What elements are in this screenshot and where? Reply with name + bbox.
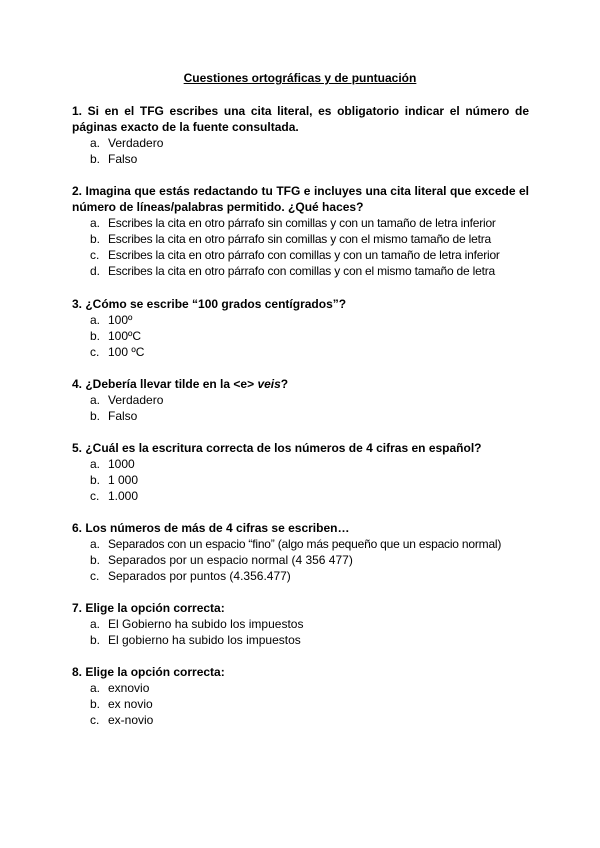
question-6 — [72, 520, 529, 584]
option-letter: a. — [90, 537, 101, 551]
option-letter: b. — [90, 152, 101, 166]
option-letter: c. — [90, 569, 100, 583]
option-item[interactable] — [72, 344, 529, 360]
option-letter: b. — [90, 409, 101, 423]
option-item[interactable] — [72, 151, 529, 167]
option-item[interactable] — [72, 712, 529, 728]
option-text: Escribes la cita en otro párrafo con comillas y con un tamaño de letra inferior — [108, 248, 500, 262]
option-letter: d. — [90, 264, 101, 278]
question-text-end: ? — [280, 377, 289, 391]
option-item[interactable] — [72, 263, 529, 279]
option-item[interactable] — [72, 135, 529, 151]
question-1 — [72, 103, 529, 167]
option-text: Verdadero — [108, 393, 164, 407]
option-text: Falso — [108, 152, 138, 166]
option-text: 1000 — [108, 457, 135, 471]
option-item[interactable] — [72, 696, 529, 712]
option-letter: a. — [90, 313, 101, 327]
question-text: 1. Si en el TFG escribes una cita literal, es obligatorio indicar el número de páginas exacto de la fuente consultada. — [72, 104, 529, 134]
option-item[interactable] — [72, 536, 529, 552]
question-2 — [72, 183, 529, 279]
question-text: 8. Elige la opción correcta: — [72, 665, 225, 679]
option-text: ex-novio — [108, 713, 154, 727]
option-text: 1 000 — [108, 473, 139, 487]
option-item[interactable] — [72, 488, 529, 504]
option-item[interactable] — [72, 632, 529, 648]
option-text: exnovio — [108, 681, 150, 695]
option-text: Escribes la cita en otro párrafo sin comillas y con un tamaño de letra inferior — [108, 216, 496, 230]
option-letter: a. — [90, 681, 101, 695]
option-item[interactable] — [72, 231, 529, 247]
option-text: 1.000 — [108, 489, 139, 503]
question-5 — [72, 440, 529, 504]
option-letter: c. — [90, 713, 100, 727]
option-item[interactable] — [72, 247, 529, 263]
document-title: Cuestiones ortográficas y de puntuación — [183, 71, 417, 85]
options-list — [72, 215, 529, 279]
question-text: 3. ¿Cómo se escribe “100 grados centígrados”? — [72, 297, 347, 311]
option-text: 100º — [108, 313, 133, 327]
option-item[interactable] — [72, 215, 529, 231]
option-item[interactable] — [72, 552, 529, 568]
option-text: 100ºC — [108, 329, 142, 343]
option-letter: a. — [90, 457, 101, 471]
option-letter: b. — [90, 473, 101, 487]
option-text: ex novio — [108, 697, 153, 711]
option-text: El gobierno ha subido los impuestos — [108, 633, 301, 647]
options-list — [72, 456, 529, 504]
question-text: 2. Imagina que estás redactando tu TFG e incluyes una cita literal que excede el número de líneas/palabras permitido. ¿Qué haces? — [72, 184, 529, 214]
option-text: El Gobierno ha subido los impuestos — [108, 617, 304, 631]
option-letter: a. — [90, 617, 101, 631]
question-text — [72, 376, 529, 392]
options-list — [72, 135, 529, 167]
option-text: Separados con un espacio “fino” (algo más pequeño que un espacio normal) — [108, 537, 502, 551]
question-3 — [72, 296, 529, 360]
question-8 — [72, 664, 529, 728]
option-item[interactable] — [72, 328, 529, 344]
option-text: Separados por puntos (4.356.477) — [108, 569, 291, 583]
options-list — [72, 392, 529, 424]
question-4 — [72, 376, 529, 424]
option-text: Verdadero — [108, 136, 164, 150]
option-text: Escribes la cita en otro párrafo con comillas y con el mismo tamaño de letra — [108, 264, 495, 278]
option-letter: b. — [90, 232, 101, 246]
option-text: Separados por un espacio normal (4 356 477) — [108, 553, 353, 567]
option-item[interactable] — [72, 616, 529, 632]
option-item[interactable] — [72, 456, 529, 472]
question-text-italic: veis — [257, 377, 281, 391]
option-item[interactable] — [72, 568, 529, 584]
option-letter: c. — [90, 248, 100, 262]
options-list — [72, 312, 529, 360]
options-list — [72, 536, 529, 584]
question-7 — [72, 600, 529, 648]
option-text: Falso — [108, 409, 138, 423]
option-letter: a. — [90, 136, 101, 150]
question-text-start: 4. ¿Debería llevar tilde en la <e> — [72, 377, 258, 391]
option-item[interactable] — [72, 408, 529, 424]
options-list — [72, 616, 529, 648]
option-text: 100 ºC — [108, 345, 145, 359]
option-letter: a. — [90, 216, 101, 230]
question-text: 5. ¿Cuál es la escritura correcta de los números de 4 cifras en español? — [72, 441, 482, 455]
option-letter: c. — [90, 489, 100, 503]
option-letter: a. — [90, 393, 101, 407]
option-letter: b. — [90, 697, 101, 711]
option-item[interactable] — [72, 312, 529, 328]
option-letter: b. — [90, 553, 101, 567]
option-letter: c. — [90, 345, 100, 359]
option-item[interactable] — [72, 392, 529, 408]
option-letter: b. — [90, 633, 101, 647]
options-list — [72, 680, 529, 728]
option-text: Escribes la cita en otro párrafo sin comillas y con el mismo tamaño de letra — [108, 232, 491, 246]
option-item[interactable] — [72, 472, 529, 488]
question-text: 7. Elige la opción correcta: — [72, 601, 225, 615]
option-item[interactable] — [72, 680, 529, 696]
question-text: 6. Los números de más de 4 cifras se escriben… — [72, 521, 350, 535]
option-letter: b. — [90, 329, 101, 343]
